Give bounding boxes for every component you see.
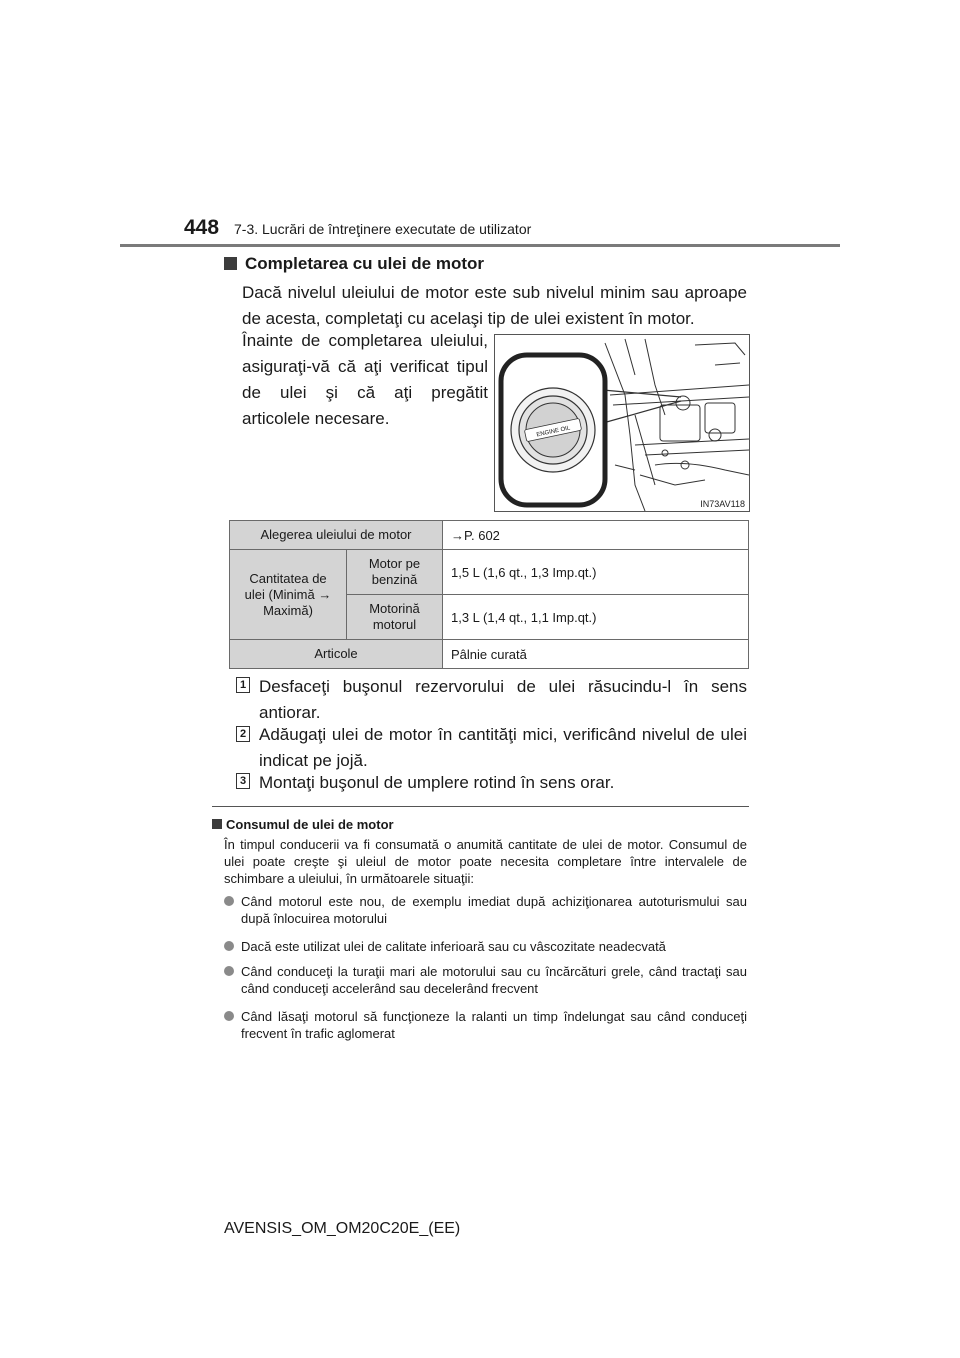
square-bullet-icon: [224, 257, 237, 270]
list-item: [224, 963, 747, 997]
intro-paragraph: Dacă nivelul uleiului de motor este sub nivelul minim sau aproape de acesta, completaţi cu acelaşi tip de ulei existent în motor.: [242, 283, 747, 328]
header-rule: [120, 244, 840, 247]
list-item: [224, 1008, 747, 1042]
oil-choice-ref: →P. 602: [443, 521, 749, 550]
list-item: [224, 938, 747, 955]
list-item-text: Când motorul este nou, de exemplu imediat după achiziţionarea autoturismului sau după înlocuirea motorului: [241, 894, 747, 926]
table-row: [230, 550, 749, 595]
section-title-text: Completarea cu ulei de motor: [245, 254, 484, 273]
items-value: Pâlnie curată: [443, 640, 749, 669]
step-3-text: Montaţi buşonul de umplere rotind în sens orar.: [259, 773, 615, 792]
cap-label: ENGINE OIL: [535, 425, 571, 439]
petrol-engine-label: Motor pe benzină: [347, 550, 443, 595]
engine-oil-cap-illustration: [494, 334, 750, 512]
illustration-code: IN73AV118: [700, 499, 745, 509]
circle-bullet-icon: [224, 941, 234, 951]
list-item: [224, 893, 747, 927]
square-bullet-icon: [212, 819, 222, 829]
page-number: 448: [184, 216, 220, 239]
diesel-engine-label: Motorină motorul: [347, 595, 443, 640]
section-title: [224, 254, 484, 274]
table-row: [230, 521, 749, 550]
table-row: [230, 640, 749, 669]
oil-spec-table: [229, 520, 749, 669]
items-label: Articole: [230, 640, 443, 669]
step-number-2: 2: [236, 726, 250, 742]
step-1-text: Desfaceţi buşonul rezervorului de ulei răsucindu-l în sens antiorar.: [259, 677, 747, 722]
note-intro: În timpul conducerii va fi consumată o anumită cantitate de ulei de motor. Consumul de ulei poate creşte şi uleiul de motor poate necesita completare între intervalele de schimbare a uleiului, în următoarele situaţii:: [224, 837, 747, 886]
document-id: AVENSIS_OM_OM20C20E_(EE): [224, 1220, 461, 1237]
list-item-text: Când lăsaţi motorul să funcţioneze la ralanti un timp îndelungat sau când conduceţi frecvent în trafic aglomerat: [241, 1009, 747, 1041]
circle-bullet-icon: [224, 1011, 234, 1021]
engine-bay-drawing: [495, 335, 749, 511]
preparation-paragraph: Înainte de completarea uleiului, asiguraţi-vă că aţi verificat tipul de ulei şi că aţi pregătit articolele necesare.: [242, 331, 488, 428]
step-2-text: Adăugaţi ulei de motor în cantităţi mici, verificând nivelul de ulei indicat pe jojă.: [259, 725, 747, 770]
list-item-text: Dacă este utilizat ulei de calitate inferioară sau cu vâscozitate neadecvată: [241, 939, 666, 954]
circle-bullet-icon: [224, 896, 234, 906]
diesel-engine-value: 1,3 L (1,4 qt., 1,1 Imp.qt.): [443, 595, 749, 640]
oil-quantity-label: Cantitatea de ulei (Minimă → Maximă): [230, 550, 347, 640]
note-divider: [212, 806, 749, 807]
note-title-text: Consumul de ulei de motor: [226, 817, 394, 832]
list-item-text: Când conduceţi la turaţii mari ale motorului sau cu încărcături grele, când tractaţi sau când conduceţi accelerând sau decelerând frecvent: [241, 964, 747, 996]
step-number-3: 3: [236, 773, 250, 789]
step-number-1: 1: [236, 677, 250, 693]
oil-choice-label: Alegerea uleiului de motor: [230, 521, 443, 550]
section-header: 7-3. Lucrări de întreţinere executate de utilizator: [234, 221, 532, 237]
circle-bullet-icon: [224, 966, 234, 976]
note-title: [212, 817, 394, 832]
petrol-engine-value: 1,5 L (1,6 qt., 1,3 Imp.qt.): [443, 550, 749, 595]
